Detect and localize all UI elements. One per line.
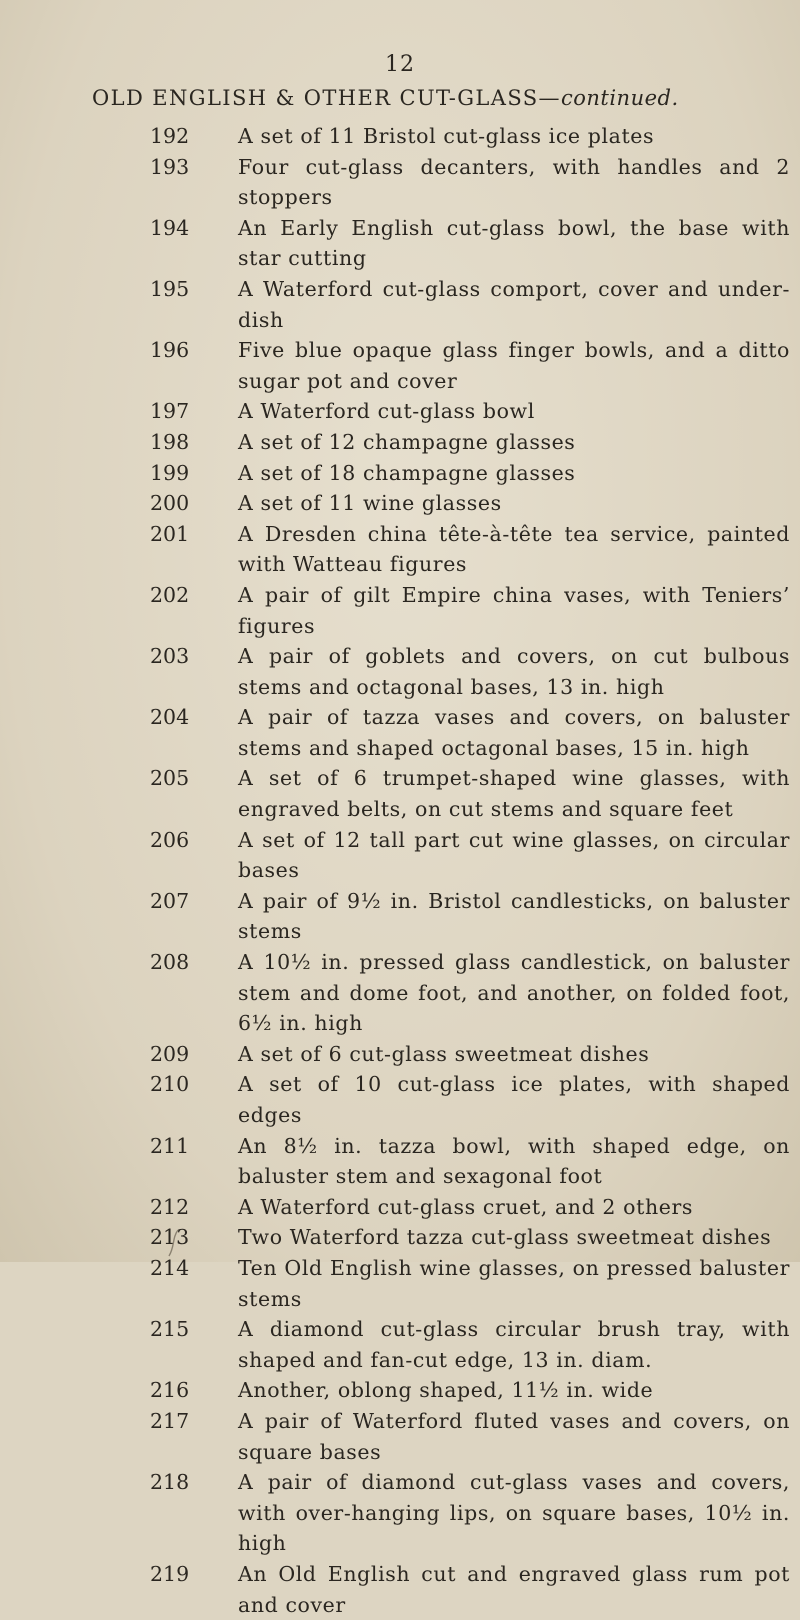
lot-description: A set of 10 cut-glass ice plates, with shaped edges (238, 1072, 790, 1127)
lot-entry (150, 335, 790, 396)
lot-description: A pair of 9½ in. Bristol candlesticks, on baluster stems (238, 888, 790, 944)
lot-number: 217 (150, 1408, 190, 1433)
lot-number: 207 (150, 888, 190, 913)
lot-description: A pair of goblets and covers, on cut bulbous stems and octagonal bases, 13 in. high (238, 644, 790, 699)
lot-number: 199 (150, 460, 190, 485)
lot-number: 216 (150, 1378, 190, 1403)
lot-description: Two Waterford tazza cut-glass sweetmeat dishes (238, 1225, 772, 1250)
lot-entry (150, 1069, 790, 1130)
lot-number: 211 (150, 1133, 190, 1158)
lot-number: 202 (150, 582, 190, 607)
lot-description: Another, oblong shaped, 11½ in. wide (238, 1378, 654, 1403)
lot-description: A pair of diamond cut-glass vases and covers, with over-hanging lips, on square bases, 10½ in. high (238, 1470, 790, 1556)
lot-number: 213 (150, 1225, 190, 1250)
section-title: OLD ENGLISH & OTHER CUT-GLASS— (92, 86, 561, 110)
lot-entry (150, 1314, 790, 1375)
lot-number: 206 (150, 827, 190, 852)
lot-description: Five blue opaque glass finger bowls, and a ditto sugar pot and cover (238, 338, 790, 393)
pencil-mark (166, 1228, 180, 1258)
lot-description: A set of 11 wine glasses (238, 491, 502, 516)
lot-entry (150, 1559, 790, 1620)
lot-description: Ten Old English wine glasses, on pressed baluster stems (238, 1255, 790, 1311)
lot-number: 208 (150, 950, 190, 975)
lot-entry (150, 641, 790, 702)
lot-number: 209 (150, 1041, 190, 1066)
lot-description: An Early English cut-glass bowl, the base with star cutting (238, 215, 790, 271)
lot-number: 205 (150, 766, 190, 791)
lot-entry (150, 152, 790, 213)
lot-number: 192 (150, 124, 190, 148)
lot-number: 219 (150, 1561, 190, 1586)
lot-entry (150, 213, 790, 274)
lot-entry (150, 702, 790, 763)
lot-entry (150, 825, 790, 886)
lot-description: A set of 18 champagne glasses (238, 460, 576, 485)
lot-entry (150, 580, 790, 641)
lot-number: 198 (150, 429, 190, 454)
lot-description: A pair of Waterford fluted vases and covers, on square bases (238, 1408, 790, 1464)
lot-description: A pair of tazza vases and covers, on baluster stems and shaped octagonal bases, 15 in. high (238, 705, 790, 760)
lot-description: A set of 12 tall part cut wine glasses, on circular bases (238, 827, 790, 883)
lot-description: A set of 11 Bristol cut-glass ice plates (238, 124, 655, 148)
lot-entry (150, 274, 790, 335)
lot-entry (150, 886, 790, 947)
lot-entry (150, 1131, 790, 1192)
lot-entry (150, 763, 790, 824)
lot-entry (150, 947, 790, 1039)
lot-number: 194 (150, 215, 190, 240)
lot-description: A Waterford cut-glass bowl (238, 399, 535, 424)
lot-description: An Old English cut and engraved glass rum pot and cover (238, 1561, 790, 1617)
lot-entry (150, 427, 790, 458)
lot-number: 210 (150, 1072, 190, 1097)
lot-entry (150, 458, 790, 489)
lot-number: 201 (150, 521, 190, 546)
page-number: 12 (385, 52, 415, 77)
section-continued: continued. (560, 86, 679, 110)
lot-entry (150, 1253, 790, 1314)
lot-number: 195 (150, 276, 190, 301)
lot-number: 200 (150, 491, 190, 516)
lot-entry (150, 396, 790, 427)
lot-entry (150, 1375, 790, 1406)
section-heading (92, 86, 792, 110)
lot-description: A set of 6 cut-glass sweetmeat dishes (238, 1041, 650, 1066)
lot-description: A Waterford cut-glass cruet, and 2 others (238, 1194, 694, 1219)
lot-number: 203 (150, 644, 190, 669)
lot-entry (150, 519, 790, 580)
lot-entry (150, 1039, 790, 1070)
lot-description: A Dresden china tête-à-tête tea service, painted with Watteau figures (238, 521, 790, 577)
lot-description: A set of 6 trumpet-shaped wine glasses, with engraved belts, on cut stems and square feet (238, 766, 790, 822)
lot-list (150, 121, 790, 1620)
lot-entry (150, 1192, 790, 1223)
lot-entry (150, 1222, 790, 1253)
lot-description: An 8½ in. tazza bowl, with shaped edge, on baluster stem and sexagonal foot (238, 1133, 790, 1189)
lot-entry (150, 1406, 790, 1467)
lot-number: 212 (150, 1194, 190, 1219)
lot-number: 214 (150, 1255, 190, 1280)
lot-entry (150, 1467, 790, 1559)
lot-description: A pair of gilt Empire china vases, with Teniers’ figures (238, 582, 790, 638)
lot-number: 218 (150, 1470, 190, 1495)
lot-number: 215 (150, 1317, 190, 1342)
lot-number: 193 (150, 154, 190, 179)
lot-number: 196 (150, 338, 190, 363)
lot-description: Four cut-glass decanters, with handles and 2 stoppers (238, 154, 790, 210)
lot-description: A Waterford cut-glass comport, cover and under-dish (238, 276, 790, 332)
lot-description: A diamond cut-glass circular brush tray, with shaped and fan-cut edge, 13 in. diam. (238, 1317, 790, 1372)
lot-number: 204 (150, 705, 190, 730)
lot-description: A 10½ in. pressed glass candlestick, on baluster stem and dome foot, and another, on folded foot, 6½ in. high (238, 950, 790, 1036)
lot-entry (150, 488, 790, 519)
lot-entry (150, 121, 790, 152)
lot-description: A set of 12 champagne glasses (238, 429, 576, 454)
lot-number: 197 (150, 399, 190, 424)
